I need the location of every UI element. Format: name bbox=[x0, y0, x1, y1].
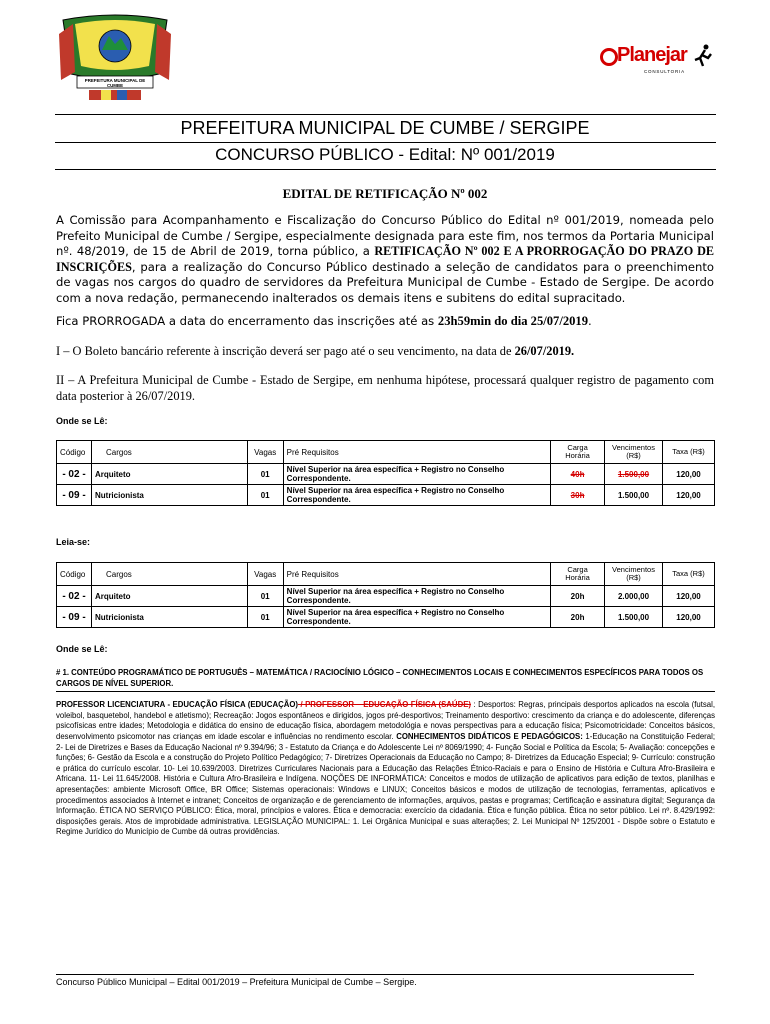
col-vagas: Vagas bbox=[247, 441, 283, 464]
col-codigo: Código bbox=[57, 563, 92, 586]
col-carga: Carga Horária bbox=[551, 441, 605, 464]
header-rule-top bbox=[55, 114, 716, 115]
cell-codigo: - 02 - bbox=[57, 586, 92, 607]
col-prereq: Pré Requisitos bbox=[283, 563, 550, 586]
program-text-a: : Desportos: Regras, principais desportos aplicados na escola (futsal, voleibol, basquetebol, handebol e atletismo); Recreação: Jogos espontâneos e dirigidos, jogos pré-desportivos; Treinamento desportivo: crescimento da criança e do adolescente, diferenças psicofísicas entre idades; Metodologia e didática do ensino de educação física, abordagem metodológia e novas perspectivas para a educação física; Psicomotricidade: Conceitos básicos, desenvolvimento psicomotor nas crianças em idade escolar e influências no rendimento escolar. bbox=[56, 700, 715, 741]
crest-text: PREFEITURA MUNICIPAL DE CUMBE bbox=[84, 78, 146, 88]
col-cargos: Cargos bbox=[91, 563, 247, 586]
boleto-text: I – O Boleto bancário referente à inscrição deverá ser pago até o seu vencimento, na data de bbox=[56, 344, 515, 358]
cell-taxa: 120,00 bbox=[663, 485, 715, 506]
table-row bbox=[57, 607, 715, 628]
col-cargos: Cargos bbox=[91, 441, 247, 464]
page-footer: Concurso Público Municipal – Edital 001/2019 – Prefeitura Municipal de Cumbe – Sergipe. bbox=[56, 977, 417, 987]
municipal-crest-logo bbox=[55, 14, 175, 106]
program-body bbox=[56, 700, 715, 838]
intro-bold: RETIFICAÇÃO Nº 002 E A PRORROGAÇÃO DO PRAZO DE INSCRIÇÕES bbox=[56, 244, 714, 274]
cell-prereq: Nível Superior na área específica + Registro no Conselho Correspondente. bbox=[283, 607, 550, 628]
contest-title: CONCURSO PÚBLICO - Edital: Nº 001/2019 bbox=[215, 145, 555, 164]
cell-venc: 2.000,00 bbox=[605, 586, 663, 607]
footer-rule bbox=[56, 974, 694, 975]
program-heading: # 1. CONTEÚDO PROGRAMÁTICO DE PORTUGUÊS – MATEMÁTICA / RACIOCÍNIO LÓGICO – CONHECIMENTOS LOCAIS E CONHECIMENTOS ESPECÍFICOS PARA TODOS OS CARGOS DE NÍVEL SUPERIOR. bbox=[56, 668, 715, 692]
cell-carga: 20h bbox=[551, 586, 605, 607]
cell-codigo: - 02 - bbox=[57, 464, 92, 485]
col-prereq: Pré Requisitos bbox=[283, 441, 550, 464]
municipality-title: PREFEITURA MUNICIPAL DE CUMBE / SERGIPE bbox=[180, 118, 590, 138]
onde-se-le-label: Onde se Lê: bbox=[56, 416, 108, 426]
header-rule-bottom bbox=[55, 169, 716, 170]
intro-text: A Comissão para Acompanhamento e Fiscalização do Concurso Público do Edital nº 001/2019, nomeada pelo Prefeito Municipal de Cumbe / Sergipe, especialmente designada para este fim, nos termos da Portaria Municipal nº. 48/2019, de 15 de Abril de 2019, torna público, a bbox=[56, 213, 714, 259]
brand-tagline: CONSULTORIA bbox=[644, 69, 685, 74]
header-rule-middle bbox=[55, 142, 716, 143]
payment-paragraph: II – A Prefeitura Municipal de Cumbe - Estado de Sergipe, em nenhuma hipótese, processará qualquer registro de pagamento com data posterior à 26/07/2019. bbox=[56, 373, 714, 403]
cell-venc: 1.500,00 bbox=[605, 485, 663, 506]
table-corrected bbox=[56, 562, 715, 628]
cell-cargo: Nutricionista bbox=[91, 607, 247, 628]
extension-end: . bbox=[588, 314, 592, 328]
cell-cargo: Arquiteto bbox=[91, 586, 247, 607]
cell-prereq: Nível Superior na área específica + Registro no Conselho Correspondente. bbox=[283, 464, 550, 485]
onde-se-le-label-2: Onde se Lê: bbox=[56, 644, 108, 654]
program-content bbox=[56, 668, 715, 838]
cell-prereq: Nível Superior na área específica + Registro no Conselho Correspondente. bbox=[283, 586, 550, 607]
leia-se-label: Leia-se: bbox=[56, 537, 91, 547]
cell-prereq: Nível Superior na área específica + Registro no Conselho Correspondente. bbox=[283, 485, 550, 506]
program-subheading: CONHECIMENTOS DIDÁTICOS E PEDAGÓGICOS: bbox=[396, 731, 583, 741]
col-venc: Vencimentos (R$) bbox=[605, 441, 663, 464]
table-header-row bbox=[57, 441, 715, 464]
at-sign-icon bbox=[600, 48, 618, 66]
planejar-logo bbox=[600, 44, 715, 78]
document-title: EDITAL DE RETIFICAÇÃO Nº 002 bbox=[282, 186, 488, 201]
col-venc: Vencimentos (R$) bbox=[605, 563, 663, 586]
table-row bbox=[57, 586, 715, 607]
intro-paragraph bbox=[56, 213, 714, 307]
cell-carga: 20h bbox=[551, 607, 605, 628]
cell-vagas: 01 bbox=[247, 586, 283, 607]
cell-codigo: - 09 - bbox=[57, 607, 92, 628]
table-row bbox=[57, 464, 715, 485]
col-carga: Carga Horária bbox=[551, 563, 605, 586]
cell-vagas: 01 bbox=[247, 464, 283, 485]
table-original bbox=[56, 440, 715, 506]
extension-deadline: 23h59min do dia 25/07/2019 bbox=[437, 314, 589, 328]
col-vagas: Vagas bbox=[247, 563, 283, 586]
intro-text-end: , para a realização do Concurso Público destinado a seleção de candidatos para o preenchimento de vagas nos cargos do quadro de servidores da Prefeitura Municipal de Cumbe - Estado de Sergipe. De acordo com a nova redação, permanecendo inalterados os demais itens e subitens do edital supracitado. bbox=[56, 259, 714, 305]
cell-vagas: 01 bbox=[247, 485, 283, 506]
cell-vagas: 01 bbox=[247, 607, 283, 628]
extension-text: Fica PRORROGADA a data do encerramento das inscrições até as bbox=[56, 314, 438, 328]
cell-venc: 1.500,00 bbox=[605, 464, 663, 485]
runner-icon bbox=[694, 44, 712, 68]
brand-name: Planejar bbox=[617, 44, 687, 66]
cell-taxa: 120,00 bbox=[663, 607, 715, 628]
col-taxa: Taxa (R$) bbox=[663, 563, 715, 586]
cell-cargo: Arquiteto bbox=[91, 464, 247, 485]
boleto-date: 26/07/2019. bbox=[514, 344, 575, 358]
table-row bbox=[57, 485, 715, 506]
col-codigo: Código bbox=[57, 441, 92, 464]
program-lead-struck: / PROFESSOR – EDUCAÇÃO FÍSICA (SAÚDE) bbox=[298, 700, 471, 710]
cell-taxa: 120,00 bbox=[663, 586, 715, 607]
cell-codigo: - 09 - bbox=[57, 485, 92, 506]
cell-carga: 40h bbox=[551, 464, 605, 485]
extension-paragraph bbox=[56, 314, 714, 330]
col-taxa: Taxa (R$) bbox=[663, 441, 715, 464]
boleto-paragraph bbox=[56, 344, 714, 360]
cell-carga: 30h bbox=[551, 485, 605, 506]
cell-venc: 1.500,00 bbox=[605, 607, 663, 628]
table-header-row bbox=[57, 563, 715, 586]
cell-taxa: 120,00 bbox=[663, 464, 715, 485]
program-lead: PROFESSOR LICENCIATURA - EDUCAÇÃO FÍSICA (EDUCAÇÃO) bbox=[56, 700, 298, 710]
program-text-c: 1-Educação na Constituição Federal; 2- Lei de Diretrizes e Bases da Educação Nacional nº 9.394/96; 3 - Estatuto da Criança e do Adolescente Lei nº 8069/1990; 4- Função Social e Política da Escola; 5- Avaliação: concepções e funções; 6- Gestão da Escola e a construção do Projeto Político Pedagógico; 7- Diretrizes Operacionais da Educação no Campo; 8- Diretrizes da Educação Especial; 9- Currículo: construção e prática do currículo escolar. 10- Lei 10.639/2003. Diretrizes Curriculares Nacionais para a Educação das Relações Étnico-Raciais e para o Ensino de História e Cultura Afro-Brasileira e Africana. 11- Lei 11.645/2008. História e Cultura Afro-Brasileira e Indígena. NOÇÕES DE INFORMÁTICA: Conceitos e modos de utilização de aplicativos para edição de textos, planilhas e apresentações: ambiente Microsoft Office, BR Office; Sistemas operacionais: Windows e LINUX; Conceitos básicos e modos de utilização de tecnologias, ferramentas, aplicativos e procedimentos associados à Internet e intranet; Conceitos de organização e de gerenciamento de informações, arquivos, pastas e programas; Certificação e assinatura digital; Segurança da Informação. ÉTICA NO SERVIÇO PÚBLICO: Ética, moral, princípios e valores. Ética e democracia: exercício da cidadania. Ética e função pública. Ética no setor público. Lei nº. 8.429/1992: disposições gerais. Atos de improbidade administrativa. LEGISLAÇÃO MUNICIPAL: 1. Lei Orgânica Municipal e suas alterações; 2. Lei Municipal Nº 125/2001 - Dispõe sobre o Estatuto e Regime Jurídico do Município de Cumbe dá outras providências. bbox=[56, 731, 716, 837]
cell-cargo: Nutricionista bbox=[91, 485, 247, 506]
